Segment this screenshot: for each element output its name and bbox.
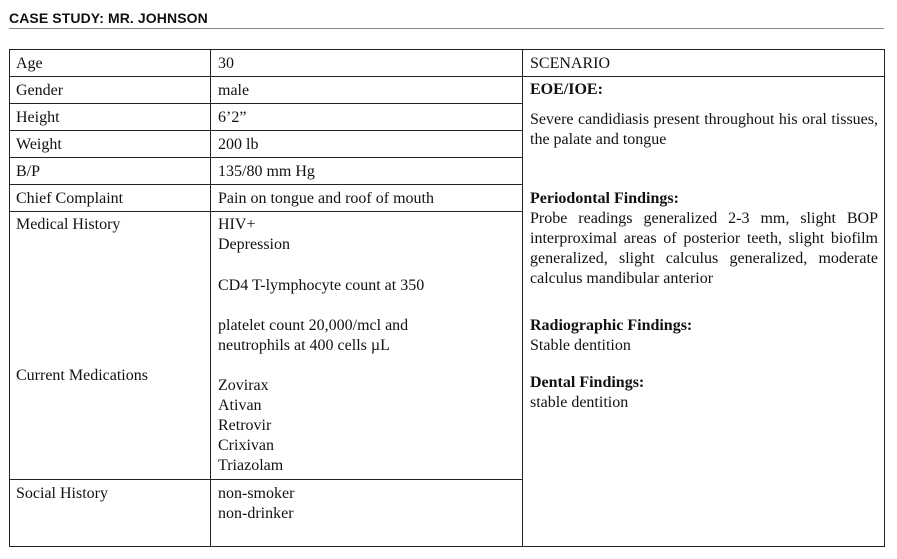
- medication-item: Zovirax: [218, 377, 269, 394]
- row-divider: [9, 130, 523, 131]
- age-value: 30: [218, 55, 234, 72]
- scenario-divider: [522, 49, 523, 547]
- table-right-border: [884, 49, 885, 547]
- row-divider: [9, 103, 523, 104]
- title-divider: [9, 28, 884, 29]
- radiographic-findings-text: Stable dentition: [530, 337, 631, 354]
- scenario-header: SCENARIO: [530, 55, 611, 72]
- periodontal-findings-heading: Periodontal Findings:: [530, 190, 679, 207]
- social-history-label: Social History: [16, 485, 108, 502]
- radiographic-findings-heading: Radiographic Findings:: [530, 317, 693, 334]
- eoe-ioe-heading: EOE/IOE:: [530, 81, 603, 98]
- medication-item: Ativan: [218, 397, 262, 414]
- medical-history-item: HIV+: [218, 216, 256, 233]
- gender-value: male: [218, 82, 250, 99]
- current-medications-label: Current Medications: [16, 367, 148, 384]
- social-history-item: non-smoker: [218, 485, 295, 502]
- gender-label: Gender: [16, 82, 64, 99]
- row-divider: [9, 211, 523, 212]
- bp-value: 135/80 mm Hg: [218, 163, 315, 180]
- label-value-divider: [210, 49, 211, 547]
- chief-complaint-value: Pain on tongue and roof of mouth: [218, 190, 434, 207]
- dental-findings-heading: Dental Findings:: [530, 374, 645, 391]
- medical-history-item: platelet count 20,000/mcl and: [218, 317, 409, 334]
- medication-item: Crixivan: [218, 437, 274, 454]
- eoe-ioe-text: Severe candidiasis present throughout his oral tissues, the palate and tongue: [530, 111, 878, 148]
- row-divider: [9, 76, 885, 77]
- row-divider: [9, 479, 523, 480]
- height-value: 6’2”: [218, 109, 247, 126]
- weight-value: 200 lb: [218, 136, 259, 153]
- row-divider: [9, 184, 523, 185]
- medication-item: Triazolam: [218, 457, 284, 474]
- medical-history-item: Depression: [218, 236, 290, 253]
- bp-label: B/P: [16, 163, 41, 180]
- weight-label: Weight: [16, 136, 62, 153]
- page-title: CASE STUDY: MR. JOHNSON: [9, 10, 208, 26]
- chief-complaint-label: Chief Complaint: [16, 190, 124, 207]
- medical-history-item: CD4 T-lymphocyte count at 350: [218, 277, 425, 294]
- row-divider: [9, 157, 523, 158]
- table-left-border: [9, 49, 10, 547]
- dental-findings-text: stable dentition: [530, 394, 629, 411]
- social-history-item: non-drinker: [218, 505, 294, 522]
- periodontal-findings-text: Probe readings generalized 2-3 mm, slight BOP interproximal areas of posterior teeth, slight biofilm generalized, slight calculus generalized, moderate calculus mandibular anterior: [530, 210, 878, 287]
- medical-history-label: Medical History: [16, 216, 121, 233]
- table-bottom-border: [9, 546, 885, 547]
- age-label: Age: [16, 55, 43, 72]
- table-top-border: [9, 49, 885, 50]
- height-label: Height: [16, 109, 60, 126]
- medication-item: Retrovir: [218, 417, 272, 434]
- medical-history-item: neutrophils at 400 cells µL: [218, 337, 390, 354]
